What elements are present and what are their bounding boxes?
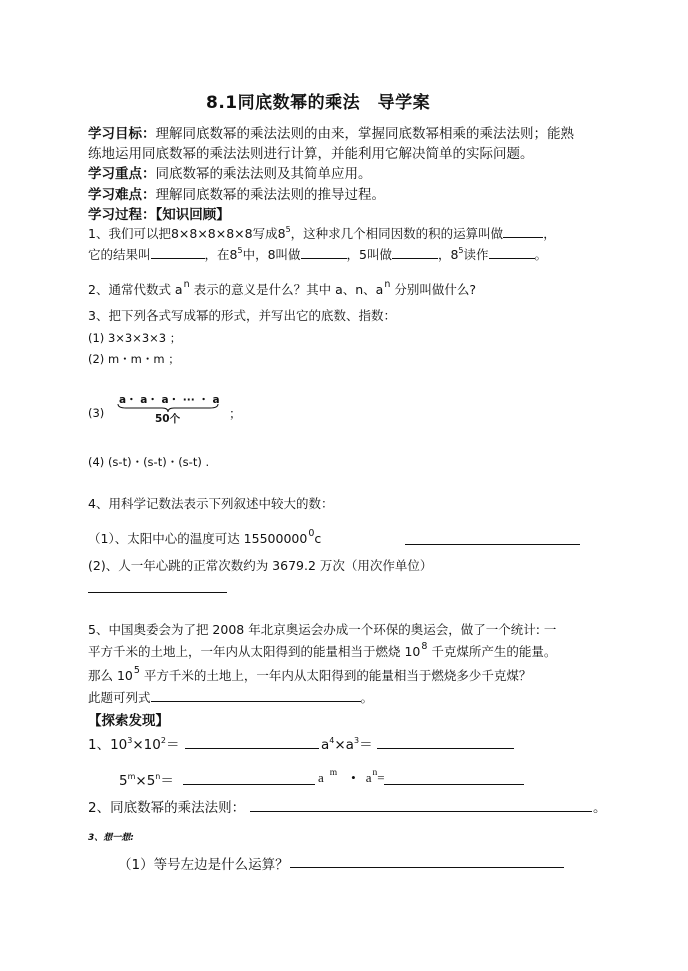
- explore-2-exp2: n: [155, 772, 161, 781]
- q3-item-2: (2) m・m・m ；: [88, 352, 180, 366]
- q5-line3-exp: 5: [133, 665, 140, 676]
- explore-2b-exp2: n: [372, 768, 378, 778]
- q5-line2-b: 千克煤所产生的能量。: [427, 644, 557, 659]
- q1-answer-blank-1[interactable]: [503, 224, 543, 238]
- explore-2b-exp1: m: [329, 768, 338, 778]
- explore-1-exp1: 3: [127, 736, 133, 745]
- explore-rule-answer-line[interactable]: [250, 811, 592, 812]
- q5-line2-a: 平方千米的土地上，一年内从太阳得到的能量相当于燃烧 10: [88, 644, 421, 659]
- q5-line4-end: 。: [360, 690, 374, 705]
- explore-think-q1: （1）等号左边是什么运算？: [118, 857, 289, 873]
- q2-exp-a: n: [183, 279, 190, 290]
- explore-1-prefix: 1、10: [88, 737, 128, 753]
- explore-1b-answer-line[interactable]: [377, 748, 514, 749]
- explore-2b-eq: =: [377, 770, 385, 785]
- key-points: [88, 162, 372, 182]
- q1-text-h: ，8: [437, 247, 459, 262]
- q4-item-2: (2)、人一年心跳的正常次数约为 3679.2 万次（用次作单位）: [88, 558, 433, 573]
- explore-rule-end: 。: [593, 800, 607, 816]
- q3-item-3-end: ；: [229, 406, 242, 421]
- q4-item-1: [88, 529, 321, 547]
- q1-text-b: ，这种求几个相同因数的积的运算叫做: [290, 226, 504, 241]
- difficulties-label: 学习难点：: [88, 187, 156, 203]
- q1-exp-a: 5: [285, 225, 291, 234]
- explore-heading: 【探索发现】: [88, 713, 169, 729]
- objectives-text2: 练地运用同底数幂的乘法法则进行计算，并能利用它解决简单的实际问题。: [88, 146, 534, 162]
- q3-item-3-label: (3): [88, 406, 105, 420]
- q1-answer-blank-3[interactable]: [301, 245, 347, 259]
- explore-1-answer-line[interactable]: [185, 748, 319, 749]
- explore-1-exp2: 2: [160, 736, 166, 745]
- explore-2-answer-line[interactable]: [183, 784, 315, 785]
- q1-line2: [88, 245, 547, 263]
- explore-2-base: 5: [119, 773, 128, 789]
- q5-line3: [88, 666, 531, 684]
- q5-line2-exp: 8: [421, 641, 428, 652]
- explore-item-2b: [318, 770, 385, 786]
- explore-2b-answer-line[interactable]: [384, 784, 524, 785]
- explore-2-eq: ＝: [160, 773, 174, 789]
- key-points-text: 同底数幂的乘法法则及其简单应用。: [155, 166, 372, 182]
- q3-item-3-count: 50个: [155, 413, 181, 425]
- q1-exp-e: 5: [237, 246, 243, 255]
- objectives-text1: 理解同底数幂的乘法法则的由来，掌握同底数幂相乘的乘法法则；能熟: [155, 126, 574, 142]
- explore-2b-a1: a: [318, 770, 324, 785]
- q1-answer-blank-4[interactable]: [392, 245, 438, 259]
- q2-exp-b: n: [384, 279, 391, 290]
- q1-line1: [88, 224, 556, 242]
- q3-item-3-product: a・ a・ a・ ··· ・ a: [119, 394, 220, 406]
- objectives-line1: [88, 122, 574, 142]
- q5-line1: 5、中国奥委会为了把 2008 年北京奥运会办成一个环保的奥运会，做了一个统计: 一: [88, 622, 557, 637]
- q1-text-a: 1、我们可以把8×8×8×8×8写成8: [88, 226, 286, 241]
- q5-line4-text: 此题可列式: [88, 690, 151, 705]
- q4-answer-line-1[interactable]: [405, 544, 580, 545]
- explore-1b-mid: ×a: [334, 737, 354, 753]
- explore-item-1: [88, 733, 179, 753]
- explore-1b-eq: ＝: [359, 737, 373, 753]
- review-heading: 【知识回顾】: [155, 207, 230, 223]
- process-heading: [88, 203, 230, 223]
- q4-item-1-exp: 0: [308, 528, 315, 539]
- q1-exp-h: 5: [458, 246, 464, 255]
- explore-think-q1-answer-line[interactable]: [290, 867, 564, 868]
- process-label: 学习过程：: [88, 207, 156, 223]
- explore-1-mid: ×10: [132, 737, 161, 753]
- q2-line: [88, 280, 476, 298]
- explore-item-1b: [321, 733, 373, 753]
- q1-answer-blank-2[interactable]: [151, 245, 205, 259]
- q4-intro: 4、用科学记数法表示下列叙述中较大的数：: [88, 496, 334, 511]
- q2-text-c: 分别叫做什么?: [390, 282, 476, 297]
- q3-item-4: (4) (s-t)・(s-t)・(s-t) .: [88, 455, 210, 469]
- q1-text-j: 。: [534, 247, 548, 262]
- objectives-label: 学习目标：: [88, 126, 156, 142]
- explore-think-label: 3、想一想:: [88, 833, 134, 843]
- q1-answer-blank-5[interactable]: [489, 245, 535, 259]
- q5-answer-blank[interactable]: [151, 688, 361, 702]
- q1-text-e: ，在8: [204, 247, 238, 262]
- explore-1b-exp1: 4: [329, 736, 335, 745]
- q4-item-1-text: （1）、太阳中心的温度可达 15500000: [88, 531, 308, 546]
- difficulties: [88, 183, 385, 203]
- q3-intro: 3、把下列各式写成幂的形式，并写出它的底数、指数：: [88, 308, 396, 323]
- explore-1b-exp2: 3: [353, 736, 360, 745]
- q5-line2: [88, 642, 556, 660]
- q1-text-c: ，: [543, 226, 556, 241]
- explore-think: [88, 828, 134, 843]
- q5-line3-b: 平方千米的土地上，一年内从太阳得到的能量相当于燃烧多少千克煤？: [139, 668, 532, 683]
- explore-1b-base: a: [321, 737, 330, 753]
- difficulties-text: 理解同底数幂的乘法法则的推导过程。: [155, 187, 385, 203]
- q4-answer-line-2[interactable]: [88, 592, 227, 593]
- q1-text-i: 读作: [463, 247, 489, 262]
- explore-rule: 2、同底数幂的乘法法则：: [88, 800, 246, 816]
- q3-item-1: (1) 3×3×3×3 ；: [88, 331, 182, 345]
- q5-line3-a: 那么 10: [88, 668, 133, 683]
- explore-2-exp1: m: [127, 772, 136, 781]
- explore-2b-dot: •: [351, 770, 356, 785]
- q5-line4: [88, 688, 373, 706]
- q2-text-a: 2、通常代数式 a: [88, 282, 183, 297]
- key-points-label: 学习重点：: [88, 166, 156, 182]
- explore-2b-a2: a: [365, 770, 372, 785]
- q1-text-d: 它的结果叫: [88, 247, 151, 262]
- q1-text-g: ，5叫做: [346, 247, 392, 262]
- explore-2-mid: ×5: [135, 773, 156, 789]
- explore-1-eq: ＝: [165, 737, 180, 753]
- page-title: 8.1同底数幂的乘法 导学案: [206, 93, 431, 113]
- q1-text-f: 中，8叫做: [242, 247, 301, 262]
- explore-item-2: [119, 769, 174, 789]
- q4-item-1-unit: c: [314, 531, 322, 546]
- q2-text-b: 表示的意义是什么？其中 a、n、a: [189, 282, 384, 297]
